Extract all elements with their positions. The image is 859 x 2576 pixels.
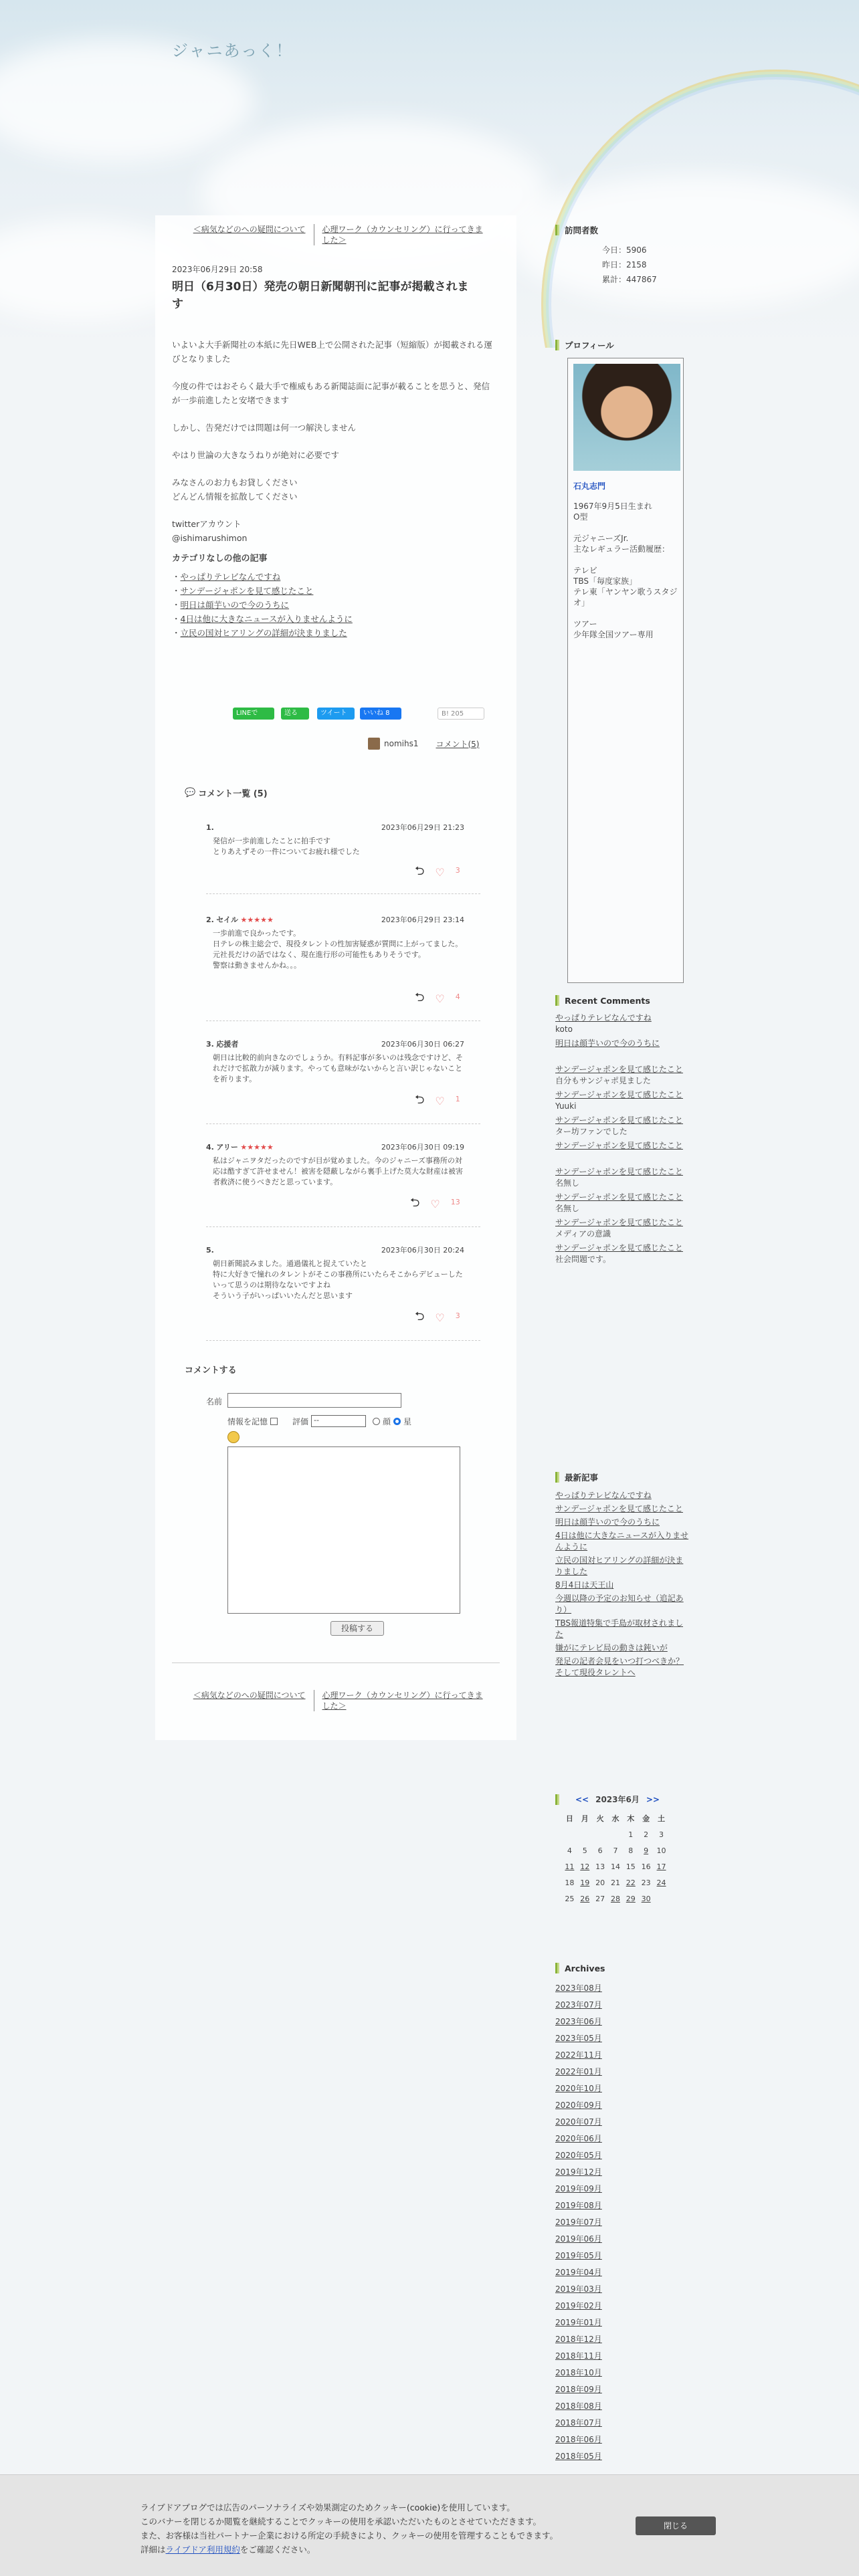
heart-icon[interactable]: ♡: [435, 1095, 445, 1107]
profile-photo: [573, 364, 680, 471]
archive-link[interactable]: 2019年02月: [555, 2301, 602, 2311]
comment: [206, 823, 464, 857]
archive-link[interactable]: 2019年05月: [555, 2251, 602, 2260]
calendar-next-link[interactable]: >>: [646, 1794, 660, 1804]
archive-link[interactable]: 2019年01月: [555, 2318, 602, 2327]
recent-post-link[interactable]: TBS報道特集で手島が取材されました: [555, 1618, 683, 1639]
comments-link[interactable]: コメント(5): [436, 739, 480, 749]
archive-link[interactable]: 2019年08月: [555, 2201, 602, 2210]
profile-name[interactable]: 石丸志門: [573, 481, 606, 491]
comments-heading: 💬 コメント一覧 (5): [185, 788, 268, 799]
comment-divider: [206, 893, 480, 894]
archive-link[interactable]: 2019年03月: [555, 2284, 602, 2294]
reply-icon[interactable]: ⮌: [415, 990, 425, 1004]
recent-post-link[interactable]: 嫌がにテレビ局の動きは鈍いが: [555, 1643, 668, 1652]
comment-author: アリー: [216, 1143, 238, 1152]
comment-actions: [415, 866, 460, 879]
calendar-week: 25 26 27 28 29 30: [565, 1894, 651, 1903]
like-count: 3: [455, 866, 460, 875]
visits-heading: 訪問者数: [565, 225, 599, 235]
name-input[interactable]: [227, 1393, 401, 1408]
related-link[interactable]: サンデージャポンを見て感じたこと: [180, 586, 314, 596]
recent-comment-link[interactable]: サンデージャポンを見て感じたこと: [555, 1192, 683, 1202]
profile-heading: プロフィール: [565, 340, 614, 350]
comment-actions: [415, 992, 460, 1005]
recent-comment-link[interactable]: サンデージャポンを見て感じたこと: [555, 1243, 683, 1253]
tweet-button[interactable]: ツイート: [317, 708, 355, 720]
comment-number: 3.: [206, 1040, 214, 1049]
archive-link[interactable]: 2018年09月: [555, 2385, 602, 2394]
reply-icon[interactable]: ⮌: [415, 864, 425, 878]
archive-link[interactable]: 2018年11月: [555, 2351, 602, 2361]
comment-date: 2023年06月29日 23:14: [381, 916, 464, 924]
archive-link[interactable]: 2018年10月: [555, 2368, 602, 2377]
recent-comment-link[interactable]: サンデージャポンを見て感じたこと: [555, 1065, 683, 1074]
recent-comments-widget: Recent Comments やっぱりテレビなんですね koto 明日は顔芋いので今のうちに サンデージャポンを見て感じたこと 自分もサンジャポ見ました サンデージャポンを見て感じたこと Yuuki サンデージャポンを見て感じたこと ター坊ファンでした サンデージャポンを見て感じたこと サンデージャポンを見て感じたこと 名無し サンデージャポンを見て感じたこと 名無し サンデージャポンを見て感じたこと メディアの意識 サンデージャポンを見て感じたこと 社会問題です。: [555, 995, 706, 1265]
rating-select[interactable]: --: [311, 1415, 366, 1427]
visits-total: 累計：447867: [602, 275, 657, 284]
reply-icon[interactable]: ⮌: [415, 1093, 425, 1107]
comment-divider: [206, 1340, 480, 1341]
rating-stars: ★★★★★: [240, 1143, 274, 1152]
archives-widget: [555, 1963, 706, 2465]
comment-date: 2023年06月29日 21:23: [381, 823, 464, 832]
rainbow-decoration: [535, 64, 859, 348]
paragraph: twitterアカウント @ishimarushimon: [172, 519, 248, 543]
related-link[interactable]: やっぱりテレビなんですね: [180, 572, 281, 582]
terms-link[interactable]: ライブドア利用規約: [165, 2545, 240, 2555]
related-heading: カテゴリなしの他の記事: [172, 554, 268, 564]
calendar-day-link[interactable]: 28: [610, 1894, 620, 1903]
comment-date: 2023年06月30日 09:19: [381, 1143, 464, 1152]
calendar-day-link[interactable]: 9: [644, 1846, 649, 1855]
calendar-dow-row: 日 月 火 水 木 金 土: [565, 1814, 666, 1823]
comment: [206, 1142, 464, 1188]
pager-top: [172, 224, 500, 245]
paragraph: しかし、告発だけでは問題は何一つ解決しません: [172, 423, 357, 433]
calendar-day-link[interactable]: 19: [580, 1878, 590, 1887]
archive-link[interactable]: 2018年05月: [555, 2452, 602, 2461]
comment-number: 1.: [206, 823, 214, 832]
pager-bottom: [172, 1690, 500, 1711]
visits-yesterday: 昨日：2158: [602, 260, 647, 270]
comment-textarea[interactable]: [227, 1446, 460, 1614]
calendar-day-link[interactable]: 22: [626, 1878, 636, 1887]
comment: [206, 1039, 464, 1085]
recent-comment-link[interactable]: サンデージャポンを見て感じたこと: [555, 1115, 683, 1125]
comment-text: 朝日新聞読みました。通過儀礼と捉えていたと 特に大好きで憧れのタレントがそこの事務所にいたらそこからデビューしたいって思うのは期待なないですよね そういう子がいっぱいいたんだと思います: [213, 1259, 463, 1300]
archive-link[interactable]: 2022年11月: [555, 2050, 602, 2060]
calendar-week: 4 5 6 7 8 9 10: [567, 1846, 666, 1855]
rating-stars: ★★★★★: [240, 916, 274, 924]
comment-date: 2023年06月30日 20:24: [381, 1246, 464, 1255]
comment-number: 4.: [206, 1143, 214, 1152]
form-divider: [172, 1662, 500, 1663]
heart-icon[interactable]: ♡: [435, 1311, 445, 1324]
post-date: 2023年06月29日 20:58: [172, 265, 263, 274]
line-share-button[interactable]: LINEで: [233, 708, 274, 720]
recent-post-link[interactable]: 8月4日は天王山: [555, 1580, 614, 1590]
remember-checkbox[interactable]: [270, 1418, 278, 1425]
comment-number: 2.: [206, 916, 214, 924]
archive-link[interactable]: 2018年06月: [555, 2435, 602, 2444]
archive-link[interactable]: 2023年05月: [555, 2034, 602, 2043]
blog-title[interactable]: ジャニあっく！: [172, 41, 294, 60]
recent-posts-heading: 最新記事: [565, 1473, 599, 1483]
archive-link[interactable]: 2020年07月: [555, 2117, 602, 2127]
star-radio[interactable]: [393, 1418, 401, 1425]
related-link[interactable]: 4日は他に大きなニュースが入りませんように: [180, 614, 353, 624]
calendar-day-link[interactable]: 24: [656, 1878, 666, 1887]
calendar-day-link[interactable]: 26: [580, 1894, 590, 1903]
recent-comment-link[interactable]: サンデージャポンを見て感じたこと: [555, 1090, 683, 1099]
calendar-day-link[interactable]: 17: [656, 1862, 666, 1871]
recent-posts-widget: [555, 1471, 706, 1679]
archive-link[interactable]: 2020年05月: [555, 2151, 602, 2160]
calendar-table: [562, 1810, 669, 1907]
next-post-link[interactable]: 心理ワーク（カウンセリング）に行ってきました＞: [322, 1691, 483, 1711]
cookie-text: ライブドアブログでは広告のパーソナライズや効果測定のためクッキー(cookie)を使用しています。 このバナーを閉じるか閲覧を継続することでクッキーの使用を承認いただいたものとさせていただきます。 また、お客様は当社パートナー企業における所定の手続きにより、クッキーの使用を管理することもできます。 詳細はライブドア利用規約をご確認ください。: [140, 2502, 559, 2555]
recent-post-link[interactable]: 明日は顔芋いので今のうちに: [555, 1517, 660, 1527]
like-count: 3: [455, 1311, 460, 1320]
name-label: 名前: [206, 1397, 223, 1406]
calendar-day: 2: [644, 1830, 649, 1839]
remember-row: 情報を記憶 評価 -- 顔 星: [227, 1416, 412, 1426]
visits-widget: [555, 224, 706, 287]
author-name[interactable]: nomihs1: [384, 739, 419, 748]
calendar-week: 11 12 13 14 15 16 17: [565, 1862, 666, 1871]
author-avatar: [368, 738, 380, 750]
archive-link[interactable]: 2022年01月: [555, 2067, 602, 2076]
reply-icon[interactable]: ⮌: [415, 1309, 425, 1323]
face-radio[interactable]: [373, 1418, 380, 1425]
recent-post-link[interactable]: サンデージャポンを見て感じたこと: [555, 1504, 683, 1513]
visits-today: 今日：5906: [602, 245, 647, 255]
heart-icon[interactable]: ♡: [435, 992, 445, 1005]
calendar-day-link[interactable]: 30: [641, 1894, 651, 1903]
recent-post-link[interactable]: 立民の国対ヒアリングの詳細が決まりました: [555, 1555, 684, 1576]
archive-link[interactable]: 2023年08月: [555, 1983, 602, 1993]
paragraph: いよいよ大手新聞社の本紙に先日WEB上で公開された記事（短縮版）が掲載される運びとなりました: [172, 340, 492, 364]
author-info: [368, 738, 479, 750]
heart-icon[interactable]: ♡: [430, 1198, 440, 1210]
recent-comment-link[interactable]: サンデージャポンを見て感じたこと: [555, 1167, 683, 1176]
paragraph: みなさんのお力もお貸しください どんどん情報を拡散してください: [172, 477, 298, 502]
comment-divider: [206, 1123, 480, 1124]
calendar-day-link[interactable]: 12: [580, 1862, 590, 1871]
calendar-week: 18 19 20 21 22 23 24: [565, 1878, 666, 1887]
archive-link[interactable]: 2018年07月: [555, 2418, 602, 2428]
emoji-icon[interactable]: [227, 1431, 240, 1443]
comment-text: 私はジャニヲタだったのですが目が覚めました。今のジャニーズ事務所の対応は酷すぎて許せません！被害を隠蔽しながら裏手上げた莫大な財産は被害者救済に使うべきだと思っています。: [213, 1156, 463, 1186]
profile-widget: プロフィール 石丸志門 1967年9月5日生まれ O型 元ジャニーズJr. 主なレギュラー活動履歴： テレビ TBS「毎度家族」 テレ東「ヤンヤン歌うスタジオ」 ツアー 少年隊全国ツアー専用: [555, 339, 706, 983]
cookie-banner: [0, 2474, 859, 2576]
recent-comments-heading: Recent Comments: [565, 995, 650, 1006]
recent-post-link[interactable]: 今週以降の予定のお知らせ（追記あり）: [555, 1594, 684, 1614]
comment-divider: [206, 1226, 480, 1227]
comment-author: 応援者: [216, 1040, 239, 1049]
calendar-day: 1: [628, 1830, 634, 1839]
calendar-day: 3: [659, 1830, 664, 1839]
archive-link[interactable]: 2018年08月: [555, 2401, 602, 2411]
line-send-button[interactable]: 送る: [281, 708, 309, 720]
prev-post-link[interactable]: ＜病気などのへの疑問について: [193, 225, 306, 234]
post-body: [172, 338, 493, 640]
like-count: 4: [455, 992, 460, 1001]
archive-link[interactable]: 2019年12月: [555, 2167, 602, 2177]
calendar-widget: [555, 1794, 706, 1907]
submit-comment-button[interactable]: 投稿する: [330, 1621, 384, 1636]
hatena-bookmark-button[interactable]: B! 205: [438, 708, 484, 720]
comment-text: 一歩前進で良かったです。 日テレの株主総会で、現役タレントの性加害疑惑が質問に上がってました。 元社長だけの話ではなく、現在進行形の可能性もありそうです。 警察は動きませんかね。。。: [213, 929, 463, 970]
calendar-title: 2023年6月: [595, 1795, 640, 1804]
recent-comment-link[interactable]: 明日は顔芋いので今のうちに: [555, 1039, 660, 1048]
comment-text: 発信が一歩前進したことに拍手です とりあえずその一件についてお疲れ様でした: [213, 837, 360, 856]
archive-link[interactable]: 2020年10月: [555, 2084, 602, 2093]
comment-actions: [415, 1095, 460, 1107]
comment-actions: [410, 1198, 460, 1210]
archive-link[interactable]: 2019年04月: [555, 2268, 602, 2277]
recent-post-link[interactable]: 発足の記者会見をいつ打つべきか？そして現役タレントへ: [555, 1656, 684, 1677]
archive-link[interactable]: 2019年07月: [555, 2218, 602, 2227]
comment-actions: [415, 1311, 460, 1324]
archives-heading: Archives: [565, 1963, 605, 1973]
next-post-link[interactable]: 心理ワーク（カウンセリング）に行ってきました＞: [322, 225, 483, 245]
recent-post-link[interactable]: 4日は他に大きなニュースが入りませんように: [555, 1531, 689, 1551]
recent-post-link[interactable]: やっぱりテレビなんですね: [555, 1491, 652, 1500]
reply-icon[interactable]: ⮌: [410, 1196, 420, 1210]
calendar-day-link[interactable]: 11: [565, 1862, 575, 1871]
comment-text: 朝日は比較的前向きなのでしょうか。有料記事が多いのは残念ですけど、それだけで拡散力が減ります。やっても意味がないからと言い訳じゃないことを祈ります。: [213, 1053, 463, 1083]
like-button[interactable]: いいね 8: [360, 708, 401, 720]
comment: [206, 1245, 464, 1301]
calendar-prev-link[interactable]: <<: [575, 1794, 589, 1804]
comment-date: 2023年06月30日 06:27: [381, 1040, 464, 1049]
related-link[interactable]: 明日は顔芋いので今のうちに: [180, 600, 290, 610]
cookie-close-button[interactable]: 閉じる: [636, 2516, 716, 2535]
heart-icon[interactable]: ♡: [435, 866, 445, 879]
like-count: 13: [450, 1198, 460, 1206]
archive-link[interactable]: 2018年12月: [555, 2335, 602, 2344]
paragraph: やはり世論の大きなうねりが絶対に必要です: [172, 450, 340, 460]
paragraph: 今度の件ではおそらく最大手で権威もある新聞誌面に記事が載ることを思うと、発信が一歩前進したと安堵できます: [172, 381, 490, 405]
archive-link[interactable]: 2020年06月: [555, 2134, 602, 2143]
related-list: ・やっぱりテレビなんですね ・サンデージャポンを見て感じたこと ・明日は顔芋いので今のうちに ・4日は他に大きなニュースが入りませんように ・立民の国対ヒアリングの詳細が決まりました: [172, 572, 353, 638]
archive-link[interactable]: 2020年09月: [555, 2101, 602, 2110]
calendar-week: [562, 1826, 669, 1842]
archive-link[interactable]: 2023年06月: [555, 2017, 602, 2026]
recent-comment-link[interactable]: サンデージャポンを見て感じたこと: [555, 1141, 683, 1150]
related-link[interactable]: 立民の国対ヒアリングの詳細が決まりました: [180, 628, 347, 638]
speech-bubble-icon: 💬: [185, 788, 196, 798]
comment-number: 5.: [206, 1246, 214, 1255]
recent-comment-link[interactable]: やっぱりテレビなんですね: [555, 1013, 652, 1023]
calendar-day-link[interactable]: 29: [626, 1894, 636, 1903]
comment-author: セイル: [216, 916, 239, 924]
archive-link[interactable]: 2023年07月: [555, 2000, 602, 2010]
comment: [206, 915, 464, 971]
recent-comment-link[interactable]: サンデージャポンを見て感じたこと: [555, 1218, 683, 1227]
archive-link[interactable]: 2019年09月: [555, 2184, 602, 2193]
archive-link[interactable]: 2019年06月: [555, 2234, 602, 2244]
archives-list: [555, 1980, 706, 2465]
like-count: 1: [455, 1095, 460, 1103]
comment-form-heading: コメントする: [185, 1366, 237, 1376]
prev-post-link[interactable]: ＜病気などのへの疑問について: [193, 1691, 306, 1700]
post-title: 明日（6月30日）発売の朝日新聞朝刊に記事が掲載されます: [172, 280, 469, 311]
